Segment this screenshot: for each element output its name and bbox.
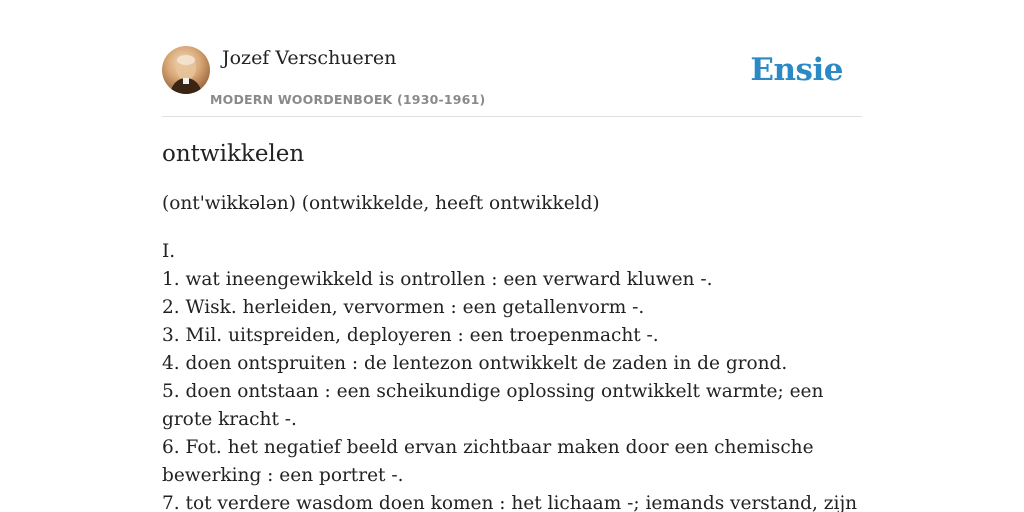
definition-item: I. — [162, 241, 176, 262]
entry-pronunciation: (ont'wikkələn) (ontwikkelde, heeft ontwikkeld) — [162, 193, 600, 214]
brand-logo[interactable]: Ensie — [750, 52, 843, 88]
header — [162, 46, 862, 117]
author-avatar[interactable] — [162, 46, 210, 94]
definition-list — [162, 238, 862, 512]
source-label[interactable]: MODERN WOORDENBOEK (1930-1961) — [210, 92, 486, 107]
definition-item: 5. doen ontstaan : een scheikundige oplossing ontwikkelt warmte; een grote kracht -. — [162, 381, 824, 430]
definition-item: 1. wat ineengewikkeld is ontrollen : een verward kluwen -. — [162, 269, 713, 290]
definition-item: 3. Mil. uitspreiden, deployeren : een troepenmacht -. — [162, 325, 659, 346]
definition-item: 2. Wisk. herleiden, vervormen : een getallenvorm -. — [162, 297, 645, 318]
entry-title: ontwikkelen — [162, 141, 305, 167]
definition-item: 7. tot verdere wasdom doen komen : het lichaam -; iemands verstand, zijn — [162, 493, 858, 512]
definition-item: 4. doen ontspruiten : de lentezon ontwikkelt de zaden in de grond. — [162, 353, 788, 374]
definition-item: 6. Fot. het negatief beeld ervan zichtbaar maken door een chemische bewerking : een portret -. — [162, 437, 814, 486]
portrait-icon — [162, 46, 210, 94]
entry-content — [162, 138, 862, 512]
author-name[interactable]: Jozef Verschueren — [222, 47, 397, 69]
